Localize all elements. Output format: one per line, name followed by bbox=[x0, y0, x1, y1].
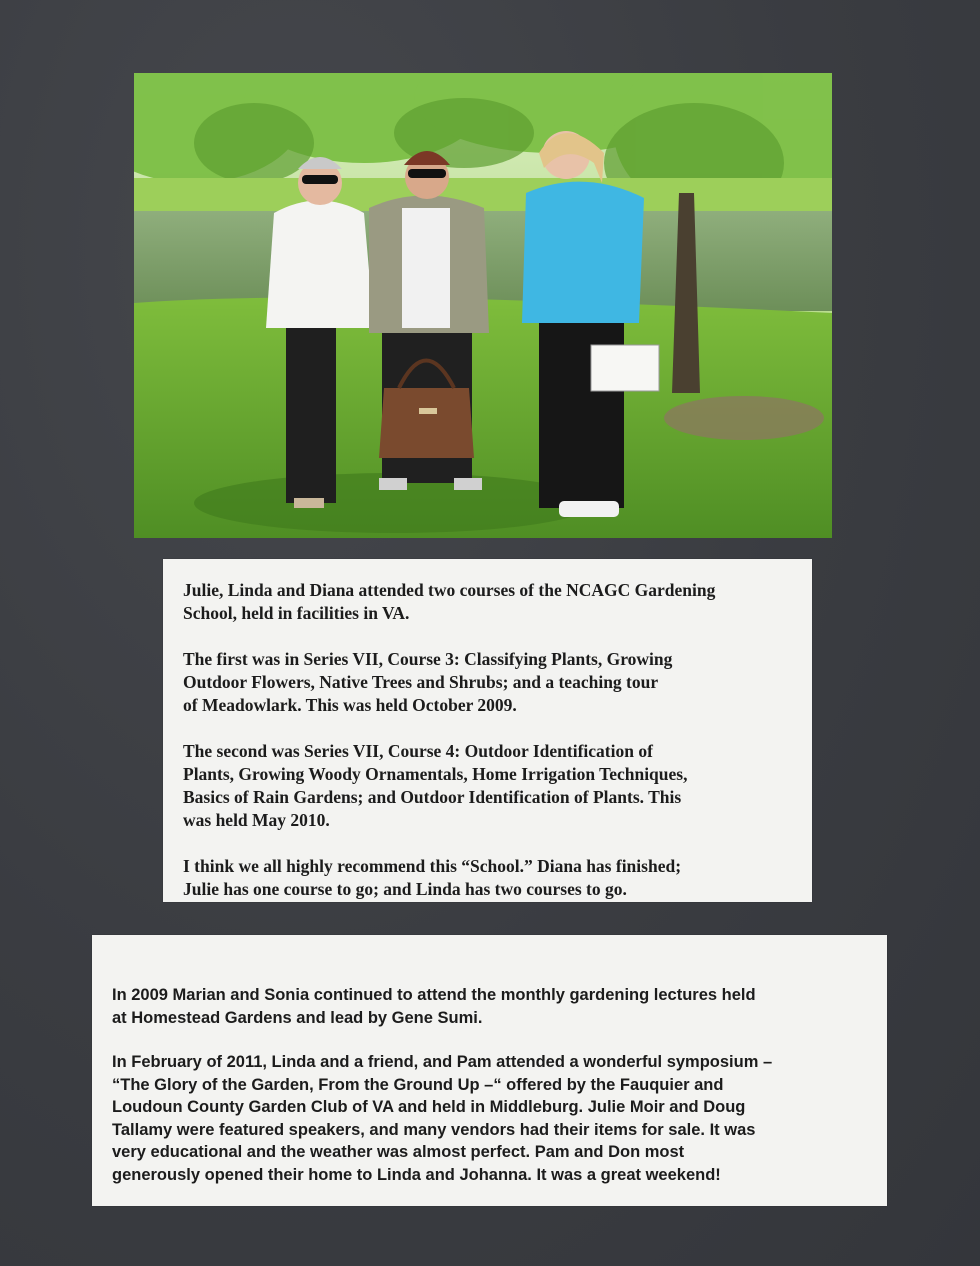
caption-card-lectures-symposium bbox=[92, 935, 887, 1206]
caption1-paragraph-2: The first was in Series VII, Course 3: Classifying Plants, Growing Outdoor Flowers, Native Trees and Shrubs; and a teaching tour of Meadowlark. This was held October 2009. bbox=[183, 649, 673, 715]
caption2-paragraph-1: In 2009 Marian and Sonia continued to attend the monthly gardening lectures held at Homestead Gardens and lead by Gene Sumi. bbox=[112, 986, 756, 1027]
photo-illustration bbox=[134, 73, 832, 538]
group-photo bbox=[134, 73, 832, 538]
caption1-paragraph-3: The second was Series VII, Course 4: Outdoor Identification of Plants, Growing Woody Ornamentals, Home Irrigation Techniques, Basics of Rain Gardens; and Outdoor Identification of Plants. This was held May 2010. bbox=[183, 741, 688, 830]
caption1-paragraph-1: Julie, Linda and Diana attended two courses of the NCAGC Gardening School, held in facilities in VA. bbox=[183, 580, 716, 623]
caption2-paragraph-2: In February of 2011, Linda and a friend, and Pam attended a wonderful symposium – “The Glory of the Garden, From the Ground Up –“ offered by the Fauquier and Loudoun County Garden Club of VA and held in Middleburg. Julie Moir and Doug Tallamy were featured speakers, and many vendors had their items for sale. It was very educational and the weather was almost perfect. Pam and Don most generously opened their home to Linda and Johanna. It was a great weekend! bbox=[112, 1053, 773, 1184]
caption-card-gardening-school bbox=[163, 559, 812, 902]
caption1-paragraph-4: I think we all highly recommend this “School.” Diana has finished; Julie has one course to go; and Linda has two courses to go. bbox=[183, 856, 682, 899]
